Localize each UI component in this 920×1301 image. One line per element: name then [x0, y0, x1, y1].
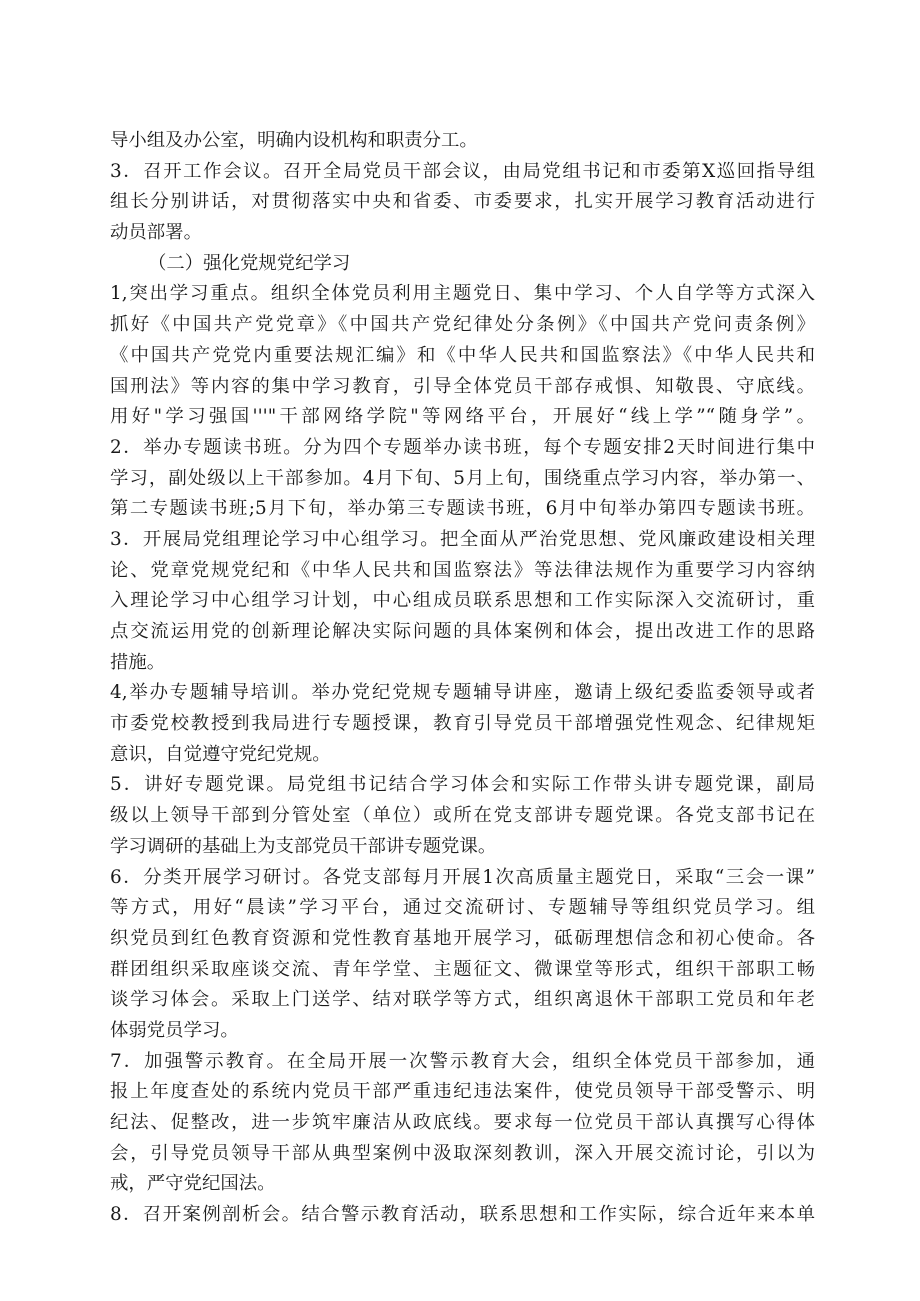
- text-line: 4,举办专题辅导培训。举办党纪党规专题辅导讲座，邀请上级纪委监委领导或者: [110, 682, 815, 704]
- text-line: 入理论学习中心组学习计划，中心组成员联系思想和工作实际深入交流研讨，重: [110, 590, 815, 612]
- text-line: 措施。: [110, 651, 166, 673]
- document-body: [110, 126, 815, 1231]
- text-line: 学习调研的基础上为支部党员干部讲专题党课。: [110, 835, 497, 857]
- text-line: 导小组及办公室，明确内设机构和职责分工。: [110, 130, 478, 151]
- text-line: 点交流运用党的创新理论解决实际问题的具体案例和体会，提出改进工作的思路: [110, 621, 815, 642]
- text-line: 5．讲好专题党课。局党组书记结合学习体会和实际工作带头讲专题党课，副局: [110, 774, 815, 796]
- text-line: 用好"学习强国'''"干部网络学院"等网络平台，开展好“线上学”“随身学”。: [110, 406, 815, 428]
- text-line: 谈学习体会。采取上门送学、结对联学等方式，组织离退休干部职工党员和年老: [110, 989, 815, 1011]
- text-line: 会，引导党员领导干部从典型案例中汲取深刻教训，深入开展交流讨论，引以为: [110, 1142, 815, 1164]
- text-line: 2．举办专题读书班。分为四个专题举办读书班，每个专题安排2天时间进行集中: [110, 436, 815, 458]
- text-line: 意识，自觉遵守党纪党规。: [110, 743, 331, 765]
- text-line: 7．加强警示教育。在全局开展一次警示教育大会，组织全体党员干部参加，通: [110, 1050, 815, 1072]
- text-line: 等方式，用好“晨读”学习平台，通过交流研讨、专题辅导等组织党员学习。组: [110, 897, 815, 919]
- text-line: 纪法、促整改，进一步筑牢廉洁从政底线。要求每一位党员干部认真撰写心得体: [110, 1112, 815, 1133]
- text-line: 抓好《中国共产党党章》《中国共产党纪律处分条例》《中国共产党问责条例》: [110, 314, 815, 336]
- text-line: 级以上领导干部到分管处室（单位）或所在党支部讲专题党课。各党支部书记在: [110, 805, 815, 827]
- text-line: 群团组织采取座谈交流、青年学堂、主题征文、微课堂等形式，组织干部职工畅: [110, 958, 815, 980]
- text-line: 体弱党员学习。: [110, 1019, 239, 1041]
- text-line: 3．召开工作会议。召开全局党员干部会议，由局党组书记和市委第X巡回指导组: [110, 160, 815, 182]
- text-line: 《中国共产党党内重要法规汇编》和《中华人民共和国监察法》《中华人民共和: [110, 344, 815, 366]
- text-line: 组长分别讲话，对贯彻落实中央和省委、市委要求，扎实开展学习教育活动进行: [110, 191, 815, 213]
- text-line: 8．召开案例剖析会。结合警示教育活动，联系思想和工作实际，综合近年来本单: [110, 1204, 815, 1226]
- text-line: 国刑法》等内容的集中学习教育，引导全体党员干部存戒惧、知敬畏、守底线。: [110, 375, 815, 397]
- text-line: 学习，副处级以上干部参加。4月下旬、5月上旬，围绕重点学习内容，举办第一、: [110, 467, 815, 489]
- text-line: 戒，严守党纪国法。: [110, 1173, 276, 1195]
- text-line: 报上年度查处的系统内党员干部严重违纪违法案件，使党员领导干部受警示、明: [110, 1081, 815, 1103]
- text-line: 织党员到红色教育资源和党性教育基地开展学习，砥砺理想信念和初心使命。各: [110, 927, 815, 949]
- text-line: 3．开展局党组理论学习中心组学习。把全面从严治党思想、党风廉政建设相关理: [110, 528, 815, 550]
- section-heading: （二）强化党规党纪学习: [148, 252, 351, 274]
- text-line: 1,突出学习重点。组织全体党员利用主题党日、集中学习、个人自学等方式深入: [110, 283, 815, 305]
- text-line: 动员部署。: [110, 222, 202, 244]
- text-line: 论、党章党规党纪和《中华人民共和国监察法》等法律法规作为重要学习内容纳: [110, 559, 815, 581]
- text-line: 6．分类开展学习研讨。各党支部每月开展1次高质量主题党日，采取“三会一课”: [110, 866, 815, 888]
- text-line: 第二专题读书班;5月下旬，举办第三专题读书班，6月中旬举办第四专题读书班。: [110, 498, 815, 520]
- text-line: 市委党校教授到我局进行专题授课，教育引导党员干部增强党性观念、纪律规矩: [110, 713, 815, 735]
